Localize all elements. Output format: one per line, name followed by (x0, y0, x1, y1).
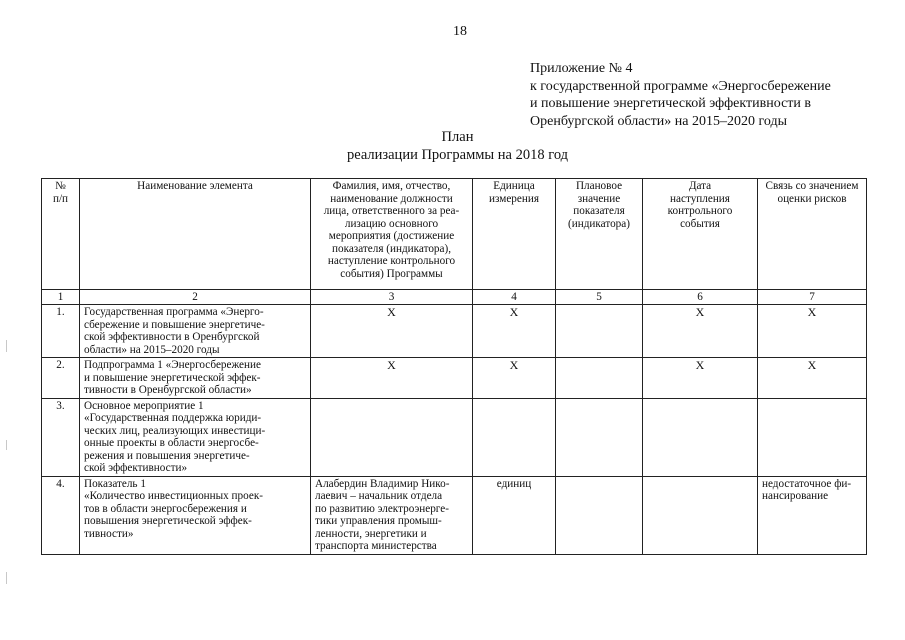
row-risk-link: недостаточное фи- нансирование (758, 476, 867, 554)
row-number: 2. (42, 358, 80, 399)
row-unit (473, 398, 556, 476)
row-element-name: Показатель 1 «Количество инвестиционных проек- тов в области энергосбережения и повышения энергетической эффек- тивности» (80, 476, 311, 554)
header-responsible: Фамилия, имя, отчество, наименование должности лица, ответственного за реа- лизацию основного мероприятия (достижение показателя (индикатора), наступление контрольного события) Программы (311, 179, 473, 290)
row-risk-link: Х (758, 305, 867, 358)
column-index: 1 (42, 290, 80, 305)
column-index: 5 (556, 290, 643, 305)
table-row (42, 398, 867, 476)
page-number: 18 (453, 24, 467, 39)
header-unit: Единица измерения (473, 179, 556, 290)
row-event-date: Х (643, 358, 758, 399)
row-responsible: Х (311, 305, 473, 358)
row-element-name: Подпрограмма 1 «Энергосбережение и повышение энергетической эффек- тивности в Оренбургской области» (80, 358, 311, 399)
row-unit: Х (473, 358, 556, 399)
row-planned-value (556, 398, 643, 476)
row-element-name: Государственная программа «Энерго- сбережение и повышение энергетиче- ской эффективности в Оренбургской области» на 2015–2020 годы (80, 305, 311, 358)
plan-title-line2: реализации Программы на 2018 год (346, 147, 569, 163)
scan-artifact (6, 440, 7, 450)
appendix-note (530, 60, 890, 130)
header-planned-value: Плановое значение показателя (индикатора) (556, 179, 643, 290)
row-responsible: Алабердин Владимир Нико- лаевич – начальник отдела по развитию электроэнерге- тики управления промыш- ленности, энергетики и транспорта министерства (311, 476, 473, 554)
appendix-line: Оренбургской области» на 2015–2020 годы (530, 113, 787, 129)
plan-table (41, 178, 867, 555)
row-number: 3. (42, 398, 80, 476)
scan-artifact (6, 572, 7, 584)
table-row (42, 305, 867, 358)
row-event-date (643, 398, 758, 476)
row-risk-link: Х (758, 358, 867, 399)
row-number: 4. (42, 476, 80, 554)
row-element-name: Основное мероприятие 1 «Государственная поддержка юриди- ческих лиц, реализующих инвестици- онные проекты в области энергосбе- режения и повышения энергетиче- ской эффективности» (80, 398, 311, 476)
appendix-line: Приложение № 4 (530, 61, 633, 76)
table-header-row (42, 179, 867, 290)
column-index: 3 (311, 290, 473, 305)
row-event-date (643, 476, 758, 554)
table-row (42, 358, 867, 399)
column-index: 2 (80, 290, 311, 305)
column-index-row (42, 290, 867, 305)
row-responsible (311, 398, 473, 476)
row-number: 1. (42, 305, 80, 358)
plan-title-line1: План (441, 129, 474, 145)
row-unit: единиц (473, 476, 556, 554)
header-number: № п/п (42, 179, 80, 290)
column-index: 4 (473, 290, 556, 305)
column-index: 7 (758, 290, 867, 305)
row-event-date: Х (643, 305, 758, 358)
row-planned-value (556, 358, 643, 399)
header-event-date: Дата наступления контрольного события (643, 179, 758, 290)
table-row (42, 476, 867, 554)
appendix-line: и повышение энергетической эффективности в (530, 96, 812, 111)
header-risk-link: Связь со значением оценки рисков (758, 179, 867, 290)
row-risk-link (758, 398, 867, 476)
row-unit: Х (473, 305, 556, 358)
column-index: 6 (643, 290, 758, 305)
row-planned-value (556, 305, 643, 358)
plan-title (0, 128, 905, 164)
row-responsible: Х (311, 358, 473, 399)
header-element-name: Наименование элемента (80, 179, 311, 290)
appendix-line: к государственной программе «Энергосбережение (530, 78, 831, 94)
scan-artifact (6, 340, 7, 352)
row-planned-value (556, 476, 643, 554)
